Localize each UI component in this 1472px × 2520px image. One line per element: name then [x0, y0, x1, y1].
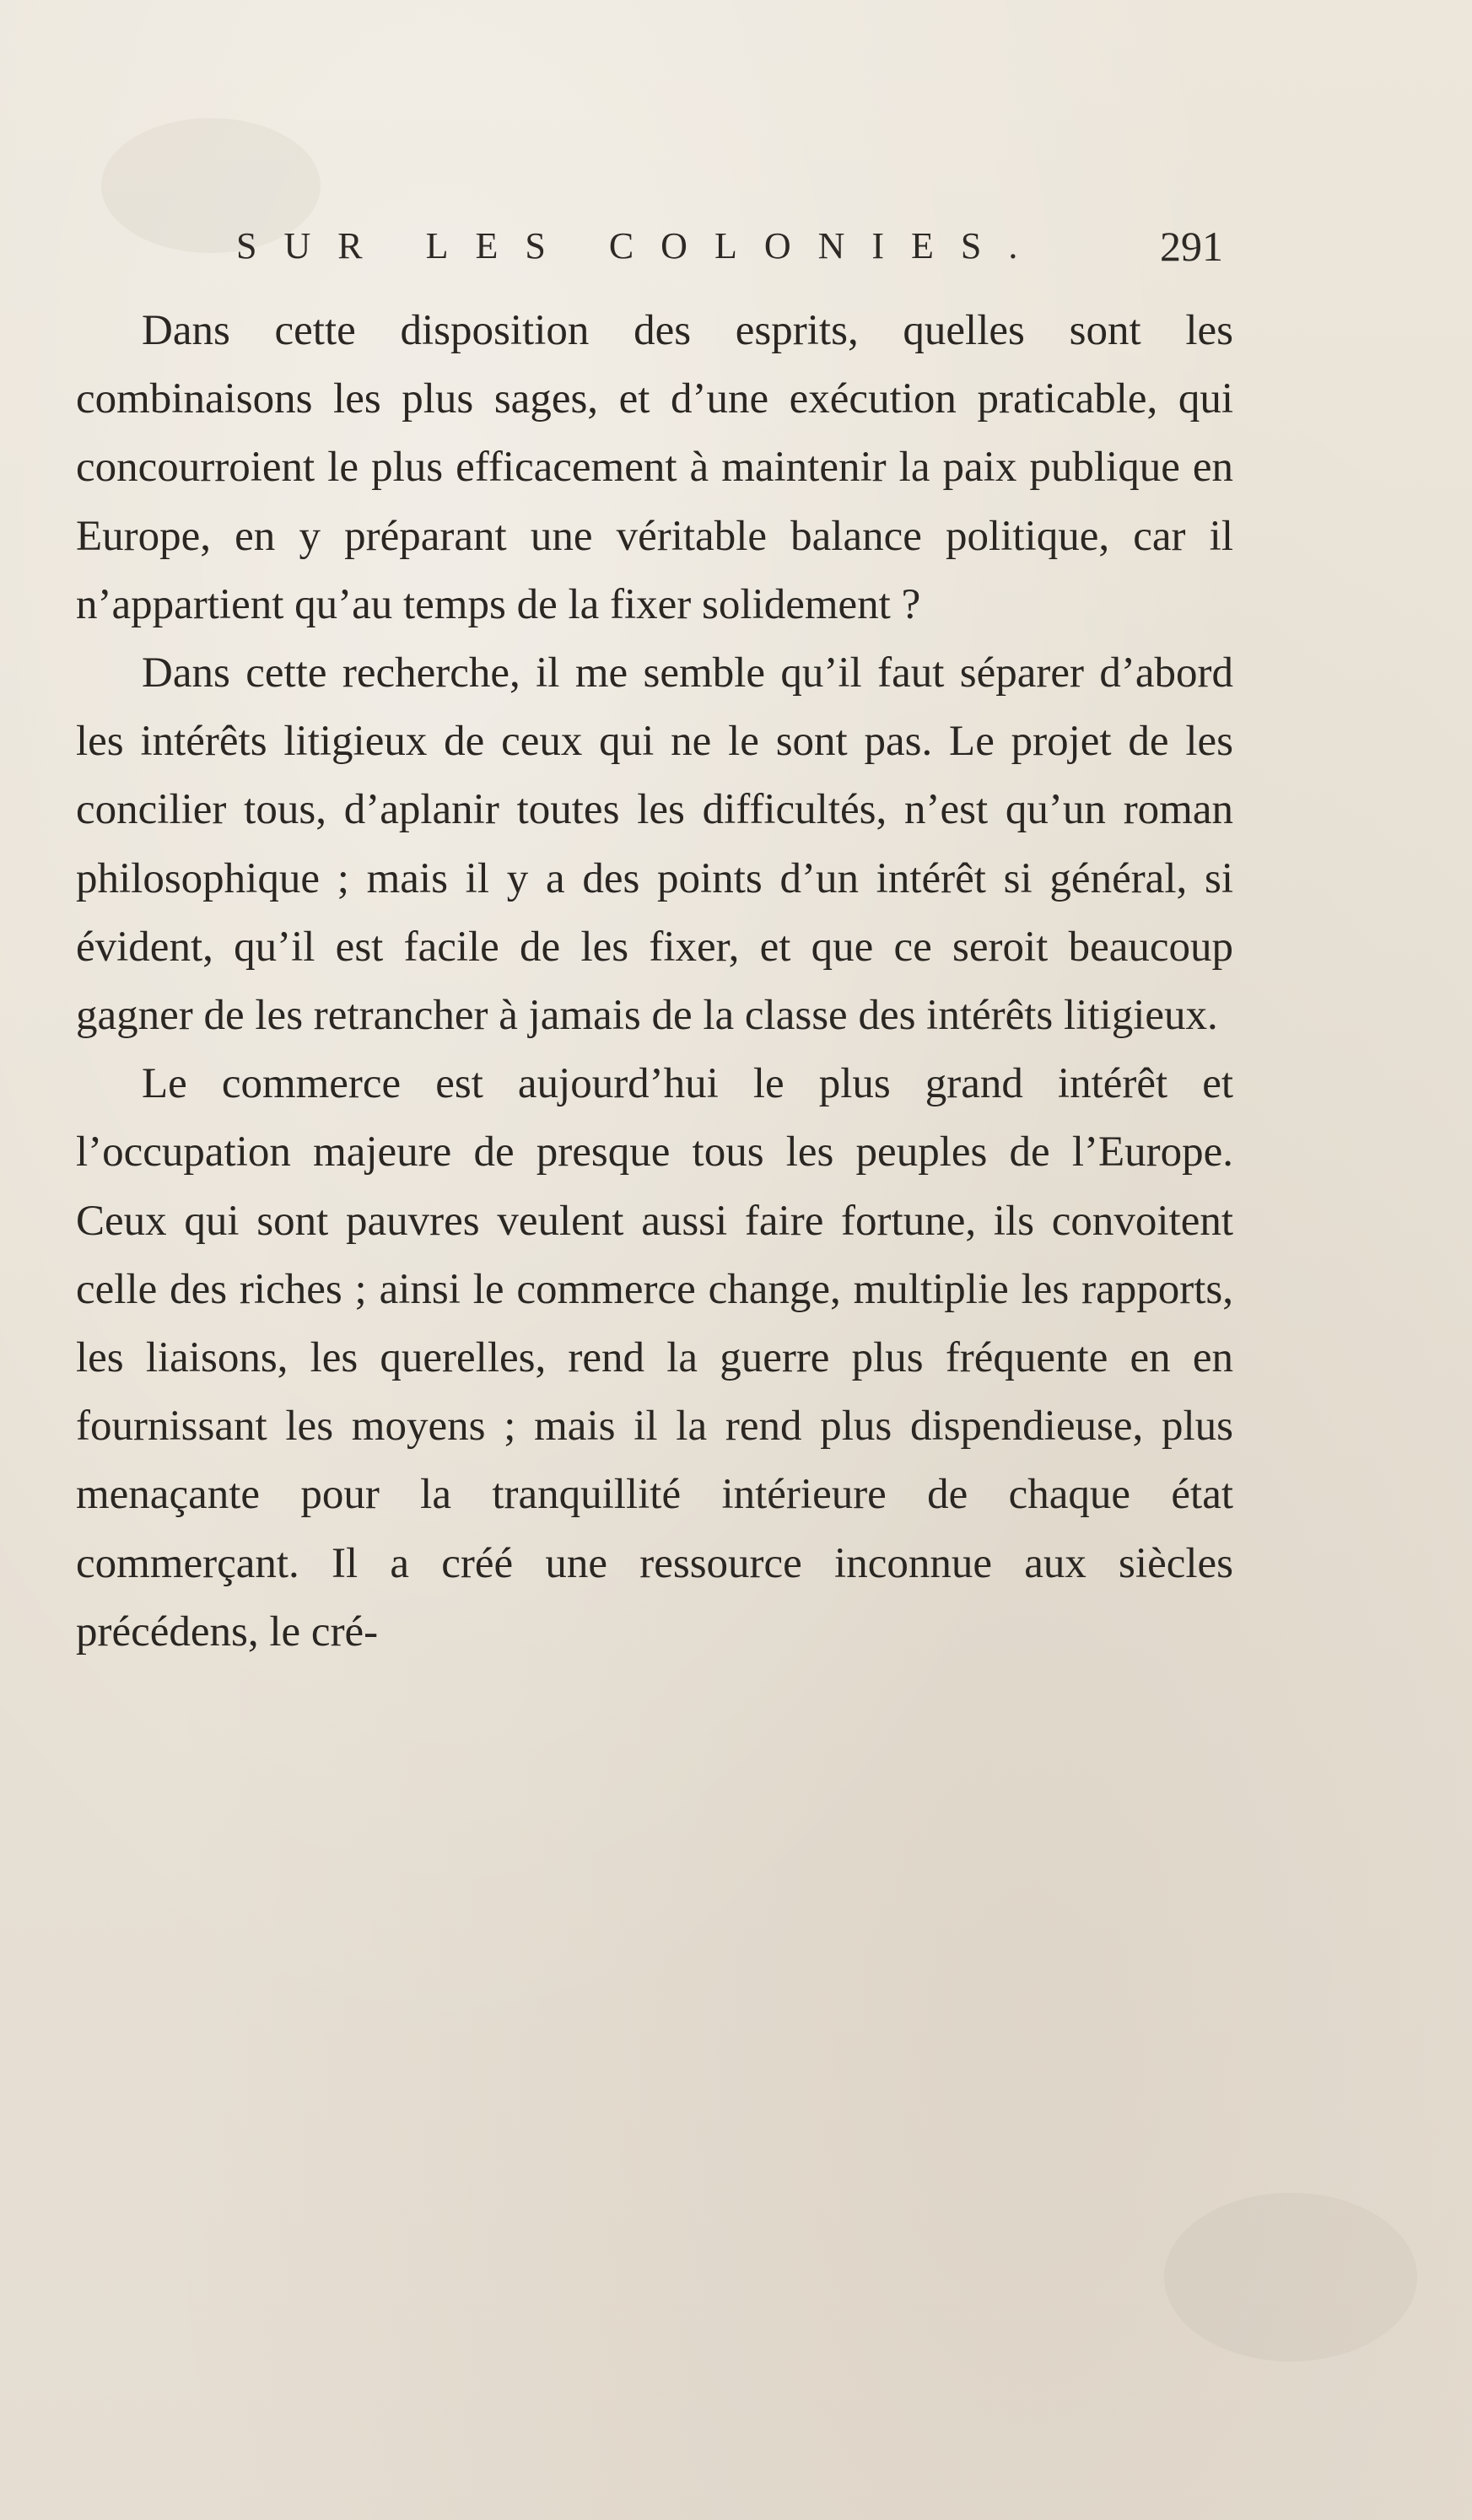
running-title: SUR LES COLONIES. — [236, 225, 1045, 267]
paragraph: Le commerce est aujourd’hui le plus grand intérêt et l’occupation majeure de presque tous les peuples de l’Europe. Ceux qui sont pauvres veulent aussi faire fortune, ils convoitent celle des riches ; ainsi le commerce change, multiplie les rapports, les liaisons, les querelles, rend la guerre plus fréquente en en fournissant les moyens ; mais il la rend plus dispendieuse, plus menaçante pour la tranquillité intérieure de chaque état commerçant. Il a créé une ressource inconnue aux siècles précédens, le cré- — [76, 1060, 1233, 1656]
body-text — [76, 297, 1233, 1667]
paragraph: Dans cette recherche, il me semble qu’il faut séparer d’abord les intérêts litigieux de ceux qui ne le sont pas. Le projet de les concilier tous, d’aplanir toutes les difficultés, n’est qu’un roman philosophique ; mais il y a des points d’un intérêt si général, si évident, qu’il est facile de les fixer, et que ce seroit beaucoup gagner de les retrancher à jamais de la classe des intérêts litigieux. — [76, 649, 1233, 1040]
paper-stain — [1164, 2193, 1417, 2361]
page-number: 291 — [1160, 223, 1223, 270]
paragraph: Dans cette disposition des esprits, quelles sont les combinaisons les plus sages, et d’une exécution praticable, qui concourroient le plus efficacement à maintenir la paix publique en Europe, en y préparant une véritable balance politique, car il n’appartient qu’au temps de la fixer solidement ? — [76, 307, 1233, 628]
running-head — [236, 221, 1223, 272]
